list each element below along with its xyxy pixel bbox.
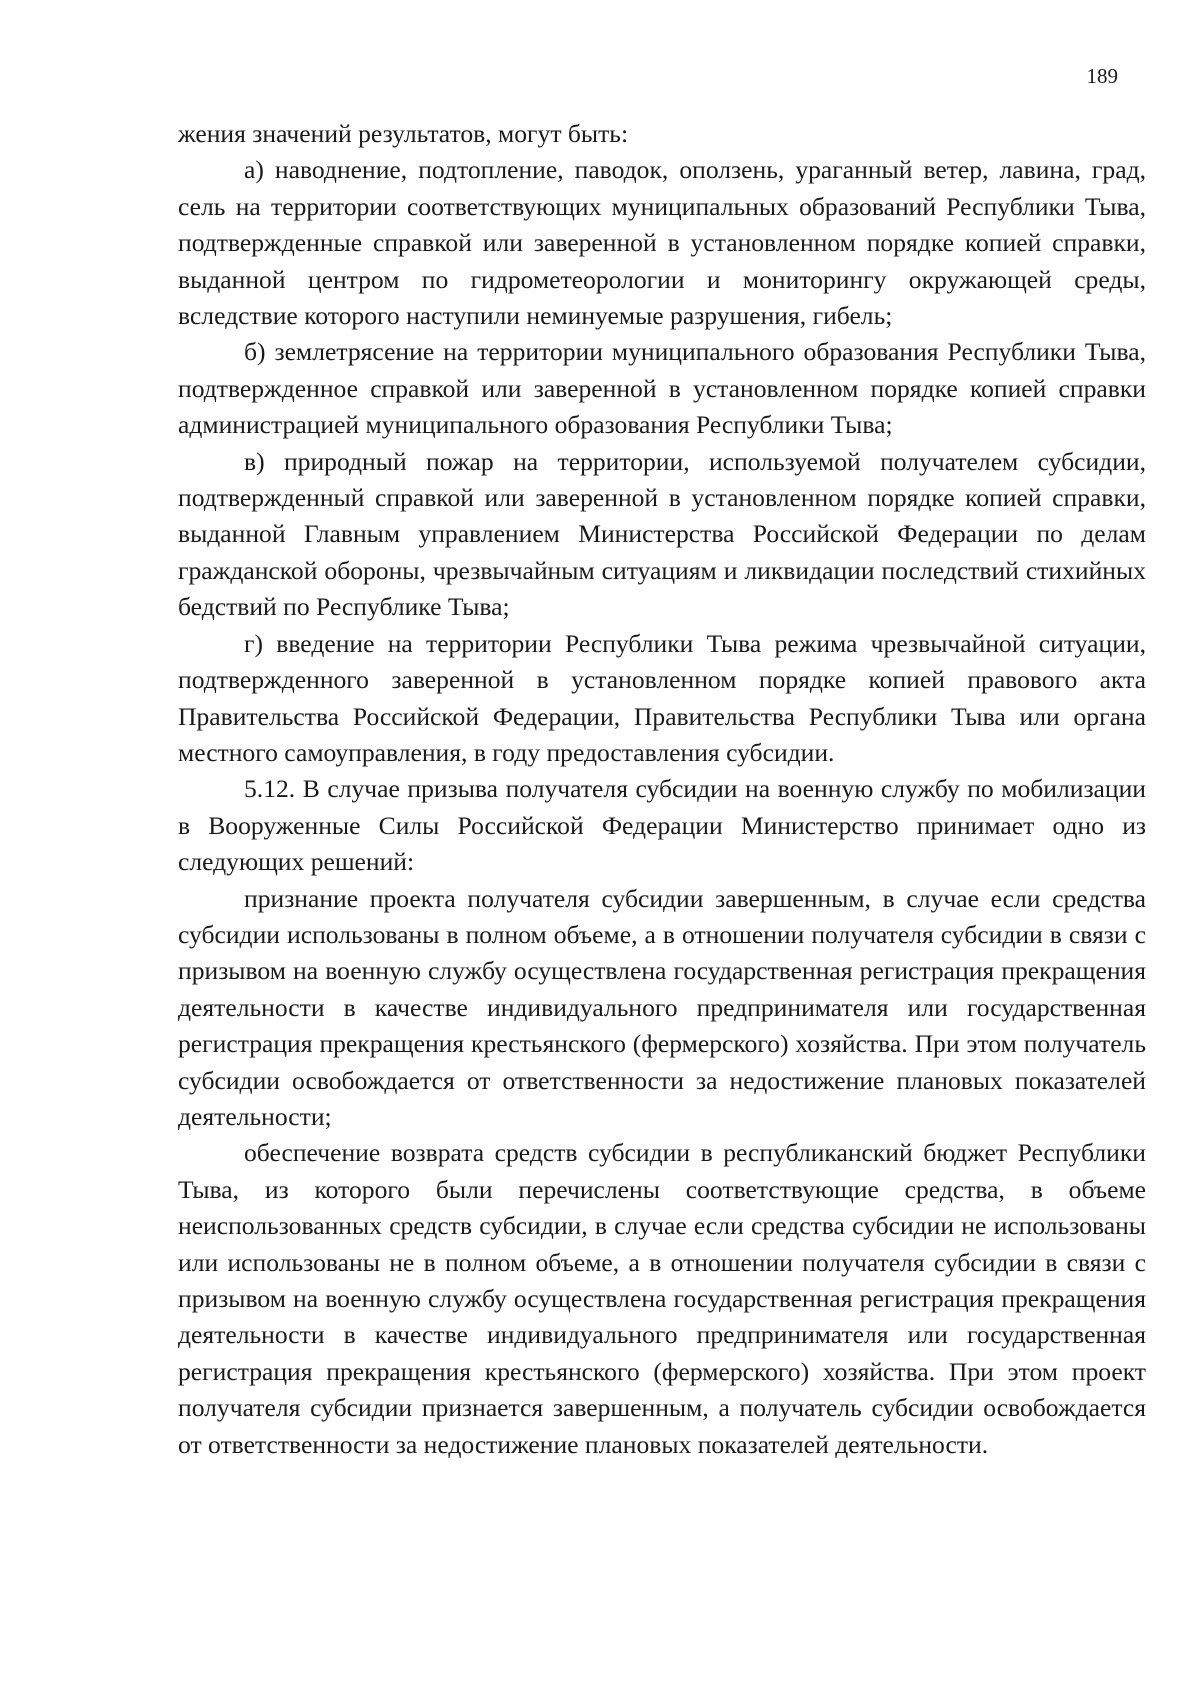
page-number: 189	[1086, 64, 1118, 88]
paragraph-decision-completed: признание проекта получателя субсидии завершенным, в случае если средства субсидии использованы в полном объеме, а в отношении получателя субсидии в связи с призывом на военную службу осуществлена государственная регистрация прекращения деятельности в качестве индивидуального предпринимателя или государственная регистрация прекращения крестьянского (фермерского) хозяйства. При этом получатель субсидии освобождается от ответственности за недостижение плановых показателей деятельности;	[178, 883, 1146, 1131]
paragraph-item-v: в) природный пожар на территории, используемой получателем субсидии, подтвержденный справкой или заверенной в установленном порядке копией справки, выданной Главным управлением Министерства Российской Федерации по делам гражданской обороны, чрезвычайным ситуациям и ликвидации последствий стихийных бедствий по Республике Тыва;	[178, 446, 1146, 622]
paragraph-continuation: жения значений результатов, могут быть:	[178, 119, 629, 148]
document-body	[178, 116, 1146, 1463]
paragraph-decision-refund: обеспечение возврата средств субсидии в республиканский бюджет Республики Тыва, из которого были перечислены соответствующие средства, в объеме неиспользованных средств субсидии, в случае если средства субсидии не использованы или использованы не в полном объеме, а в отношении получателя субсидии в связи с призывом на военную службу осуществлена государственная регистрация прекращения деятельности в качестве индивидуального предпринимателя или государственная регистрация прекращения крестьянского (фермерского) хозяйства. При этом проект получателя субсидии признается завершенным, а получатель субсидии освобождается от ответственности за недостижение плановых показателей деятельности.	[178, 1138, 1146, 1459]
paragraph-item-b: б) землетрясение на территории муниципального образования Республики Тыва, подтвержденное справкой или заверенной в установленном порядке копией справки администрацией муниципального образования Республики Тыва;	[178, 337, 1146, 440]
paragraph-section-5-12: 5.12. В случае призыва получателя субсидии на военную службу по мобилизации в Вооруженные Силы Российской Федерации Министерство принимает одно из следующих решений:	[178, 774, 1146, 877]
paragraph-item-a: а) наводнение, подтопление, паводок, оползень, ураганный ветер, лавина, град, сель на территории соответствующих муниципальных образований Республики Тыва, подтвержденные справкой или заверенной в установленном порядке копией справки, выданной центром по гидрометеорологии и мониторингу окружающей среды, вследствие которого наступили неминуемые разрушения, гибель;	[178, 155, 1146, 331]
paragraph-item-g: г) введение на территории Республики Тыва режима чрезвычайной ситуации, подтвержденного заверенной в установленном порядке копией правового акта Правительства Российской Федерации, Правительства Республики Тыва или органа местного самоуправления, в году предоставления субсидии.	[178, 628, 1146, 767]
